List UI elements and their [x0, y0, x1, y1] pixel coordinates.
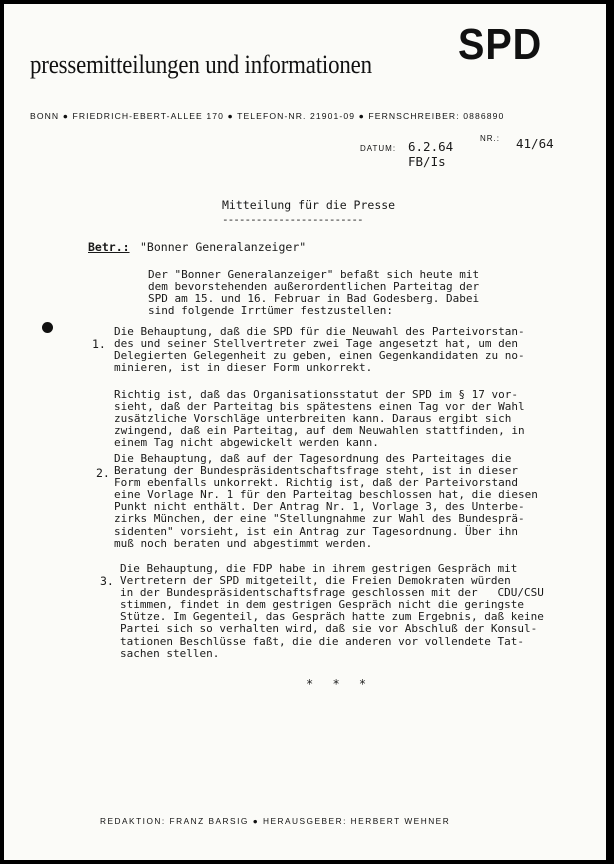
- datum-value: 6.2.64: [408, 139, 454, 154]
- subject-text: "Bonner Generalanzeiger": [140, 240, 307, 254]
- point-1-paragraph: Die Behauptung, daß die SPD für die Neuwahl des Parteivorstan- des und seiner Stellvertreter zwei Tage angesetzt hat, um den Delegierten Gelegenheit zu geben, einen Gegenkandidaten zu no- minieren, ist in dieser Form unkorrekt.: [114, 325, 525, 375]
- initials: FB/Is: [408, 154, 446, 169]
- letterhead-title: pressemitteilungen und informationen: [30, 50, 372, 79]
- point-2-paragraph: Die Behauptung, daß auf der Tagesordnung des Parteitages die Beratung der Bundespräsidentschaftsfrage steht, ist in dieser Form ebenfalls unkorrekt. Richtig ist, daß der Parteivorstand eine Vorlage Nr. 1 für den Parteitag beschlossen hat, die diesen Punkt nicht enthält. Der Antrag Nr. 1, Vorlage 3, des Unterbe- zirks München, der eine "Stellungnahme zur Wahl des Bundesprä- sidenten" vorsieht, ist ein Antrag zur Tagesordnung. Über ihn muß noch beraten und abgestimmt werden.: [114, 452, 538, 550]
- footer-credits: REDAKTION: FRANZ BARSIG ● HERAUSGEBER: HERBERT WEHNER: [100, 816, 451, 826]
- document-heading: Mitteilung für die Presse: [222, 198, 396, 212]
- document-page: [4, 4, 606, 860]
- point-number: 2.: [96, 466, 110, 480]
- letterhead-address: BONN ● FRIEDRICH-EBERT-ALLEE 170 ● TELEFON-NR. 21901-09 ● FERNSCHREIBER: 0886890: [30, 111, 505, 121]
- point-number: 3.: [100, 574, 114, 588]
- heading-rule: -------------------------: [222, 213, 363, 226]
- closing-stars: * * *: [306, 677, 373, 691]
- point-number: 1.: [92, 337, 106, 351]
- nr-label: NR.:: [480, 134, 500, 143]
- spd-logo: SPD: [458, 20, 543, 69]
- intro-paragraph: Der "Bonner Generalanzeiger" befaßt sich heute mit dem bevorstehenden außerordentlichen Parteitag der SPD am 15. und 16. Februar in Bad Godesberg. Dabei sind folgende Irrtümer festzustellen:: [148, 268, 480, 318]
- nr-value: 41/64: [516, 136, 554, 151]
- datum-label: DATUM:: [360, 144, 397, 153]
- subject-label: Betr.:: [88, 240, 130, 254]
- point-3-paragraph: Die Behauptung, die FDP habe in ihrem gestrigen Gespräch mit Vertretern der SPD mitgeteilt, die Freien Demokraten würden in der Bundespräsidentschaftsfrage geschlossen mit der CDU/CSU stimmen, findet in dem gestrigen Gespräch nicht die geringste Stütze. Im Gegenteil, das Gespräch hatte zum Ergebnis, daß keine Partei sich so verhalten wird, daß sie vor Abschluß der Konsul- tationen Beschlüsse faßt, die die anderen vor vollendete Tat- sachen stellen.: [120, 562, 544, 660]
- point-1-paragraph-2: Richtig ist, daß das Organisationsstatut der SPD im § 17 vor- sieht, daß der Parteitag bis spätestens einen Tag vor der Wahl zusätzliche Vorschläge unterbreiten kann. Daraus ergibt sich zwingend, daß ein Parteitag, auf dem Neuwahlen stattfinden, in einem Tag nicht abgewickelt werden kann.: [114, 388, 525, 450]
- punch-hole: [42, 322, 53, 333]
